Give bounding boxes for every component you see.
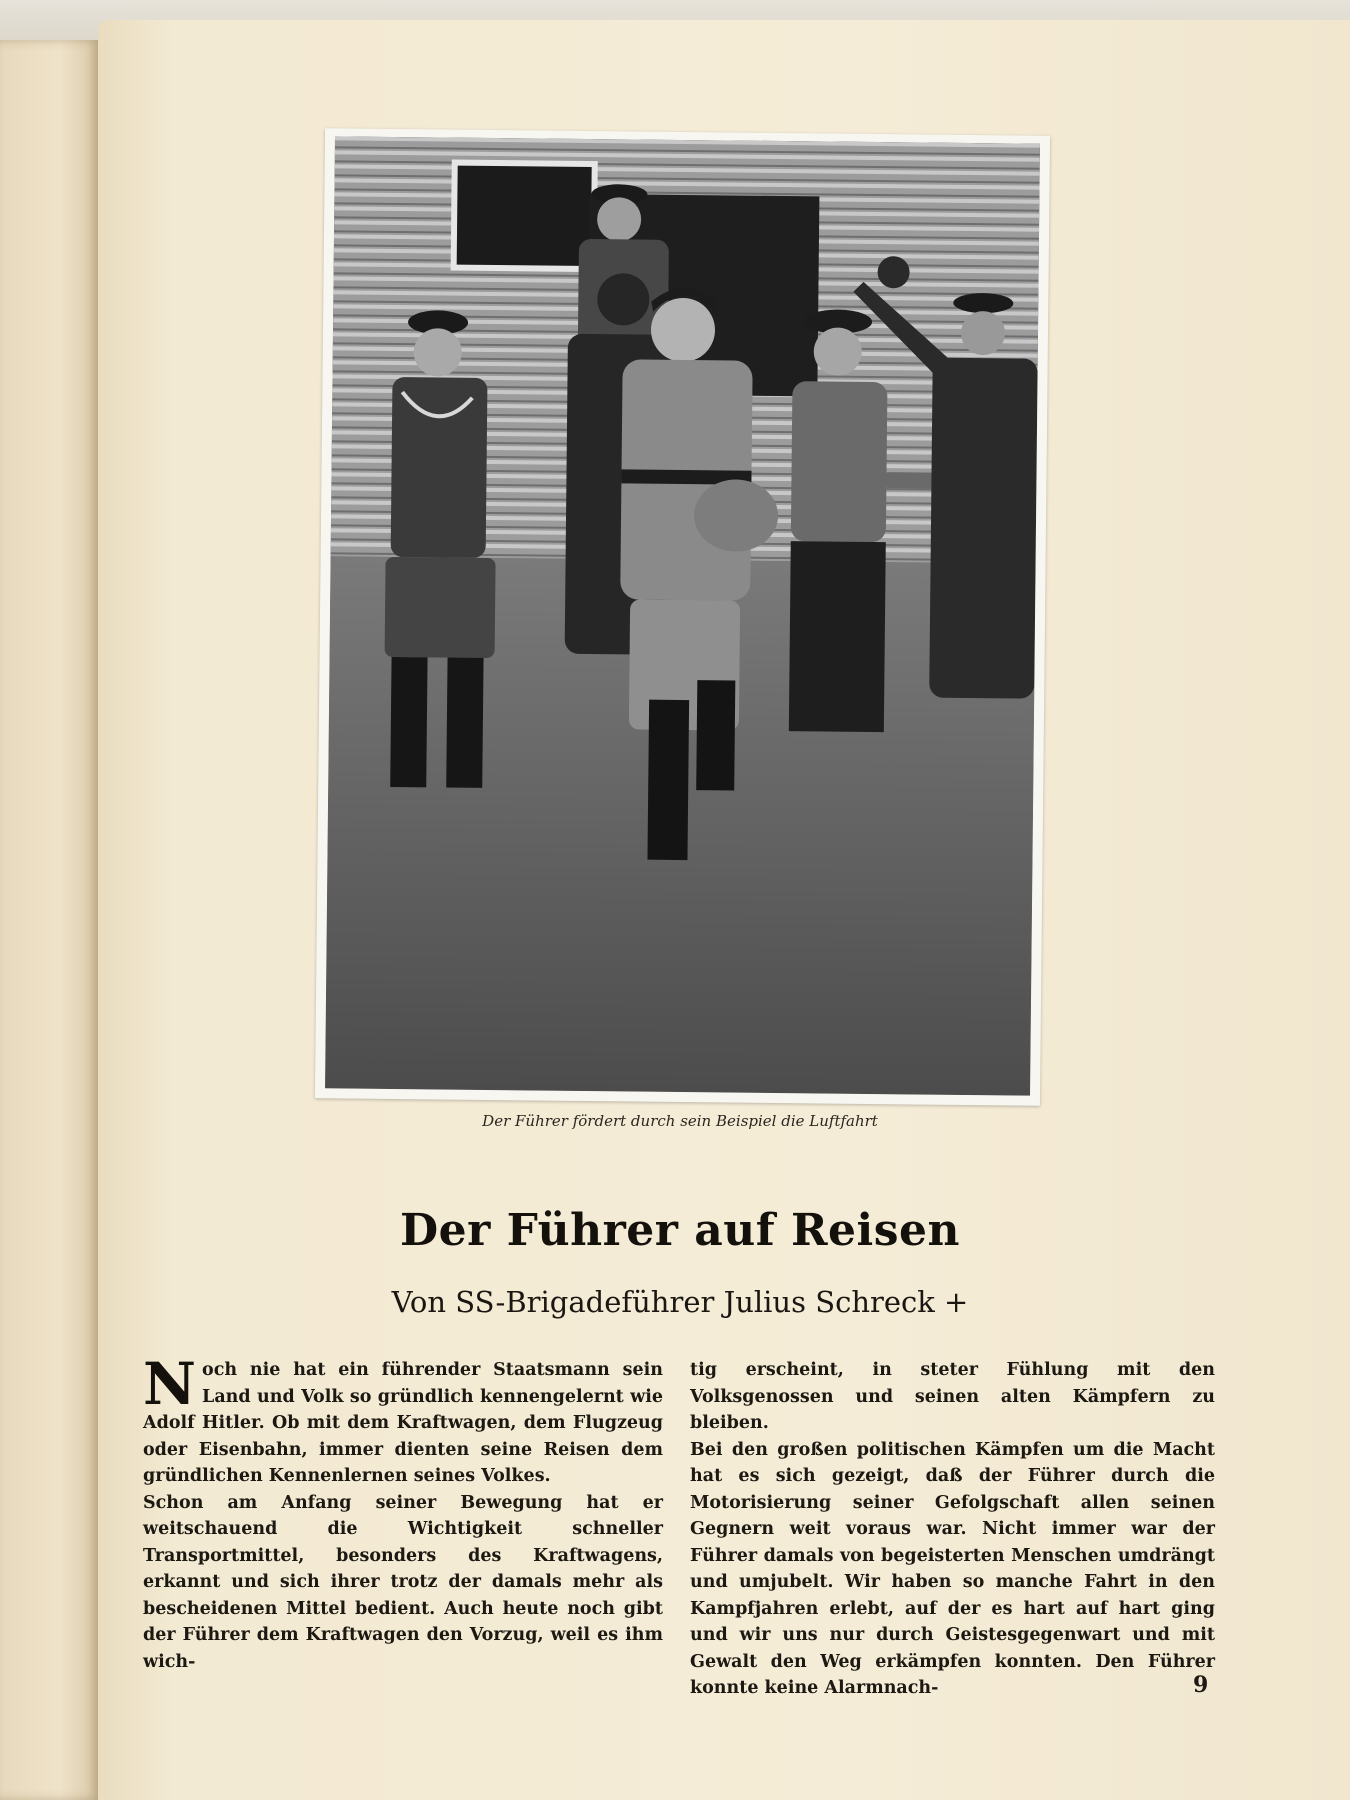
cabin-window — [454, 163, 595, 269]
drop-cap: N — [143, 1350, 197, 1418]
text-column-right — [690, 1357, 1215, 1702]
paragraph: Bei den großen politischen Kämpfen um die Macht hat es sich gezeigt, daß der Führer durch die Motorisierung seiner Gefolgschaft allen seinen Gegnern weit voraus war. Nicht immer war der Führer damals von begeisterten Menschen umdrängt und umjubelt. Wir haben so manche Fahrt in den Kampfjahren erlebt, auf der es hart auf hart ging und wir uns nur durch Geistesgegenwart und mit Gewalt den Weg erkämpfen konnten. Den Führer konnte keine Alarmnach- — [690, 1439, 1215, 1698]
photo-caption: Der Führer fördert durch sein Beispiel die Luftfahrt — [482, 1112, 878, 1130]
paragraph — [143, 1350, 663, 1490]
text-column-left — [143, 1350, 663, 1675]
photo-mount — [315, 128, 1050, 1106]
paragraph-text: och nie hat ein führender Staatsmann sein Land und Volk so gründlich kennengelernt wie Adolf Hitler. Ob mit dem Kraftwagen, dem Flugzeug oder Eisenbahn, immer dienten seine Reisen dem gründlichen Kennenlernen seines Volkes. — [143, 1360, 663, 1486]
article-title: Der Führer auf Reisen — [399, 1205, 961, 1256]
paragraph: Schon am Anfang seiner Bewegung hat er weitschauend die Wichtigkeit schneller Transportmittel, besonders des Kraftwagens, erkannt und sich ihrer trotz der damals mehr als bescheidenen Mittel bedient. Auch heute noch gibt der Führer dem Kraftwagen den Vorzug, weil es ihm wich- — [143, 1492, 663, 1672]
paragraph: tig erscheint, in steter Fühlung mit den Volksgenossen und seinen alten Kämpfern zu bleiben. — [690, 1360, 1215, 1433]
page-number: 9 — [1193, 1672, 1209, 1698]
left-page-edge — [0, 40, 100, 1800]
photograph — [325, 136, 1040, 1095]
photograph-illustration — [325, 136, 1040, 1095]
article-byline: Von SS-Brigadeführer Julius Schreck + — [391, 1285, 969, 1319]
